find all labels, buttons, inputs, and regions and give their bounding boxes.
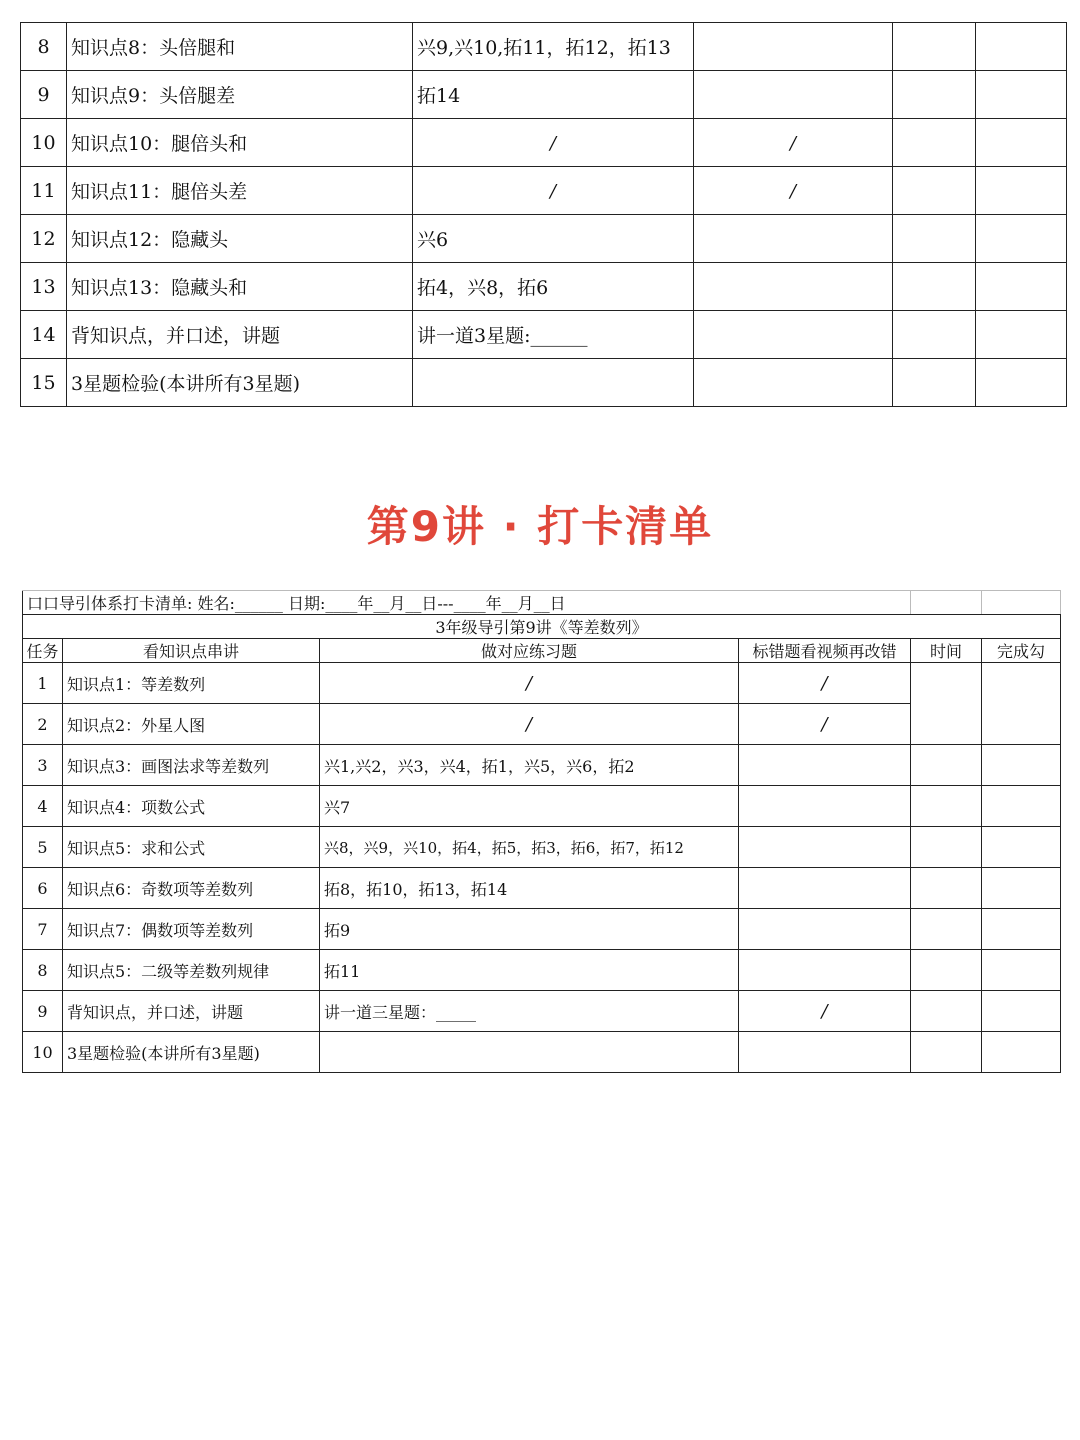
redo-cell [694,359,893,407]
practice-cell [320,704,739,745]
practice-cell: 兴8，兴9，兴10，拓4，拓5，拓3，拓6，拓7，拓12 [320,827,739,868]
table-row [21,167,1067,215]
slash-mark: / [821,1000,828,1022]
practice-cell [413,359,694,407]
task-number: 9 [23,991,63,1032]
slash-mark: / [821,672,828,694]
table-row [23,909,1061,950]
column-header-practice: 做对应练习题 [320,639,739,663]
slash-mark: / [549,180,557,202]
checklist-table-previous [20,22,1067,407]
table-row [23,745,1061,786]
practice-cell: 拓8，拓10，拓13，拓14 [320,868,739,909]
redo-cell [739,663,911,704]
topic-cell: 3星题检验(本讲所有3星题) [63,1032,320,1073]
table-row [23,868,1061,909]
column-header-redo: 标错题看视频再改错 [739,639,911,663]
task-number: 11 [21,167,67,215]
time-cell [911,1032,982,1073]
topic-cell: 知识点4：项数公式 [63,786,320,827]
task-number: 4 [23,786,63,827]
practice-cell: 兴1,兴2，兴3，兴4，拓1，兴5，兴6，拓2 [320,745,739,786]
task-number: 13 [21,263,67,311]
practice-cell: 兴6 [413,215,694,263]
done-cell [982,786,1061,827]
task-number: 7 [23,909,63,950]
table-row [23,991,1061,1032]
time-cell [911,909,982,950]
task-number: 3 [23,745,63,786]
done-cell [976,215,1067,263]
done-cell [976,23,1067,71]
redo-cell [739,1032,911,1073]
table-row [23,704,1061,745]
done-cell [982,1032,1061,1073]
redo-cell [694,311,893,359]
task-number: 2 [23,704,63,745]
done-cell [982,868,1061,909]
time-cell [911,745,982,786]
table-row [21,359,1067,407]
task-number: 8 [21,23,67,71]
task-number: 12 [21,215,67,263]
checklist-info-line: 口口导引体系打卡清单: 姓名:______ 日期:____年__月__日---____年__月__日 [23,591,911,615]
table-row [21,71,1067,119]
table-row [23,1032,1061,1073]
done-cell [982,991,1061,1032]
slash-mark: / [789,132,797,154]
done-cell [976,263,1067,311]
topic-cell: 知识点5：求和公式 [63,827,320,868]
topic-cell: 知识点10：腿倍头和 [67,119,413,167]
column-header-row [23,639,1061,663]
time-cell [893,71,976,119]
topic-cell: 知识点13：隐藏头和 [67,263,413,311]
subtitle-row [23,615,1061,639]
topic-cell: 知识点5：二级等差数列规律 [63,950,320,991]
practice-cell: 兴7 [320,786,739,827]
redo-cell [694,119,893,167]
info-blank-cell [911,591,982,615]
slash-mark: / [821,713,828,735]
topic-cell: 知识点11：腿倍头差 [67,167,413,215]
done-cell [982,827,1061,868]
task-number: 10 [21,119,67,167]
redo-cell [694,263,893,311]
practice-cell: 拓4，兴8，拓6 [413,263,694,311]
table-row [23,827,1061,868]
topic-cell: 知识点6：奇数项等差数列 [63,868,320,909]
redo-cell [739,827,911,868]
page-title: 第9讲 · 打卡清单 [366,502,714,551]
time-cell-merged [911,663,982,745]
time-cell [911,827,982,868]
done-cell [976,167,1067,215]
done-cell [976,311,1067,359]
topic-cell: 知识点9：头倍腿差 [67,71,413,119]
table-row [23,950,1061,991]
practice-cell: 兴9,兴10,拓11，拓12，拓13 [413,23,694,71]
time-cell [911,868,982,909]
task-number: 8 [23,950,63,991]
practice-cell [413,167,694,215]
topic-cell: 知识点3：画图法求等差数列 [63,745,320,786]
time-cell [893,359,976,407]
practice-cell: 拓9 [320,909,739,950]
redo-cell [739,868,911,909]
redo-cell [694,215,893,263]
topic-cell: 知识点2：外星人图 [63,704,320,745]
time-cell [911,786,982,827]
time-cell [911,991,982,1032]
table-row [21,23,1067,71]
time-cell [893,23,976,71]
practice-cell [413,119,694,167]
task-number: 9 [21,71,67,119]
topic-cell: 3星题检验(本讲所有3星题) [67,359,413,407]
topic-cell: 知识点1：等差数列 [63,663,320,704]
column-header-done: 完成勾 [982,639,1061,663]
column-header-time: 时间 [911,639,982,663]
topic-cell: 背知识点，并口述，讲题 [67,311,413,359]
task-number: 6 [23,868,63,909]
practice-cell [320,1032,739,1073]
done-cell [976,71,1067,119]
column-header-task: 任务 [23,639,63,663]
redo-cell [739,909,911,950]
column-header-topic: 看知识点串讲 [63,639,320,663]
done-cell [976,359,1067,407]
slash-mark: / [525,713,533,735]
time-cell [893,263,976,311]
slash-mark: / [525,672,533,694]
task-number: 15 [21,359,67,407]
redo-cell [694,71,893,119]
practice-cell: 拓11 [320,950,739,991]
task-number: 5 [23,827,63,868]
practice-cell: 讲一道三星题：_____ [320,991,739,1032]
slash-mark: / [789,180,797,202]
table-row [23,786,1061,827]
redo-cell [694,167,893,215]
table-row [21,263,1067,311]
practice-cell: 讲一道3星题:______ [413,311,694,359]
done-cell [982,909,1061,950]
redo-cell [739,745,911,786]
info-row [23,591,1061,615]
topic-cell: 知识点7：偶数项等差数列 [63,909,320,950]
done-cell [982,950,1061,991]
time-cell [911,950,982,991]
table-row [21,119,1067,167]
time-cell [893,167,976,215]
table-row [21,215,1067,263]
redo-cell [694,23,893,71]
redo-cell [739,950,911,991]
checklist-table-lecture-9 [22,590,1061,1073]
topic-cell: 知识点8：头倍腿和 [67,23,413,71]
time-cell [893,119,976,167]
slash-mark: / [549,132,557,154]
done-cell [982,745,1061,786]
topic-cell: 知识点12：隐藏头 [67,215,413,263]
info-blank-cell [982,591,1061,615]
table-row [23,663,1061,704]
redo-cell [739,786,911,827]
done-cell-merged [982,663,1061,745]
done-cell [976,119,1067,167]
time-cell [893,311,976,359]
practice-cell [320,663,739,704]
task-number: 10 [23,1032,63,1073]
task-number: 1 [23,663,63,704]
redo-cell [739,991,911,1032]
time-cell [893,215,976,263]
task-number: 14 [21,311,67,359]
lecture-subtitle: 3年级导引第9讲《等差数列》 [23,615,1061,639]
table-row [21,311,1067,359]
practice-cell: 拓14 [413,71,694,119]
topic-cell: 背知识点，并口述，讲题 [63,991,320,1032]
redo-cell [739,704,911,745]
